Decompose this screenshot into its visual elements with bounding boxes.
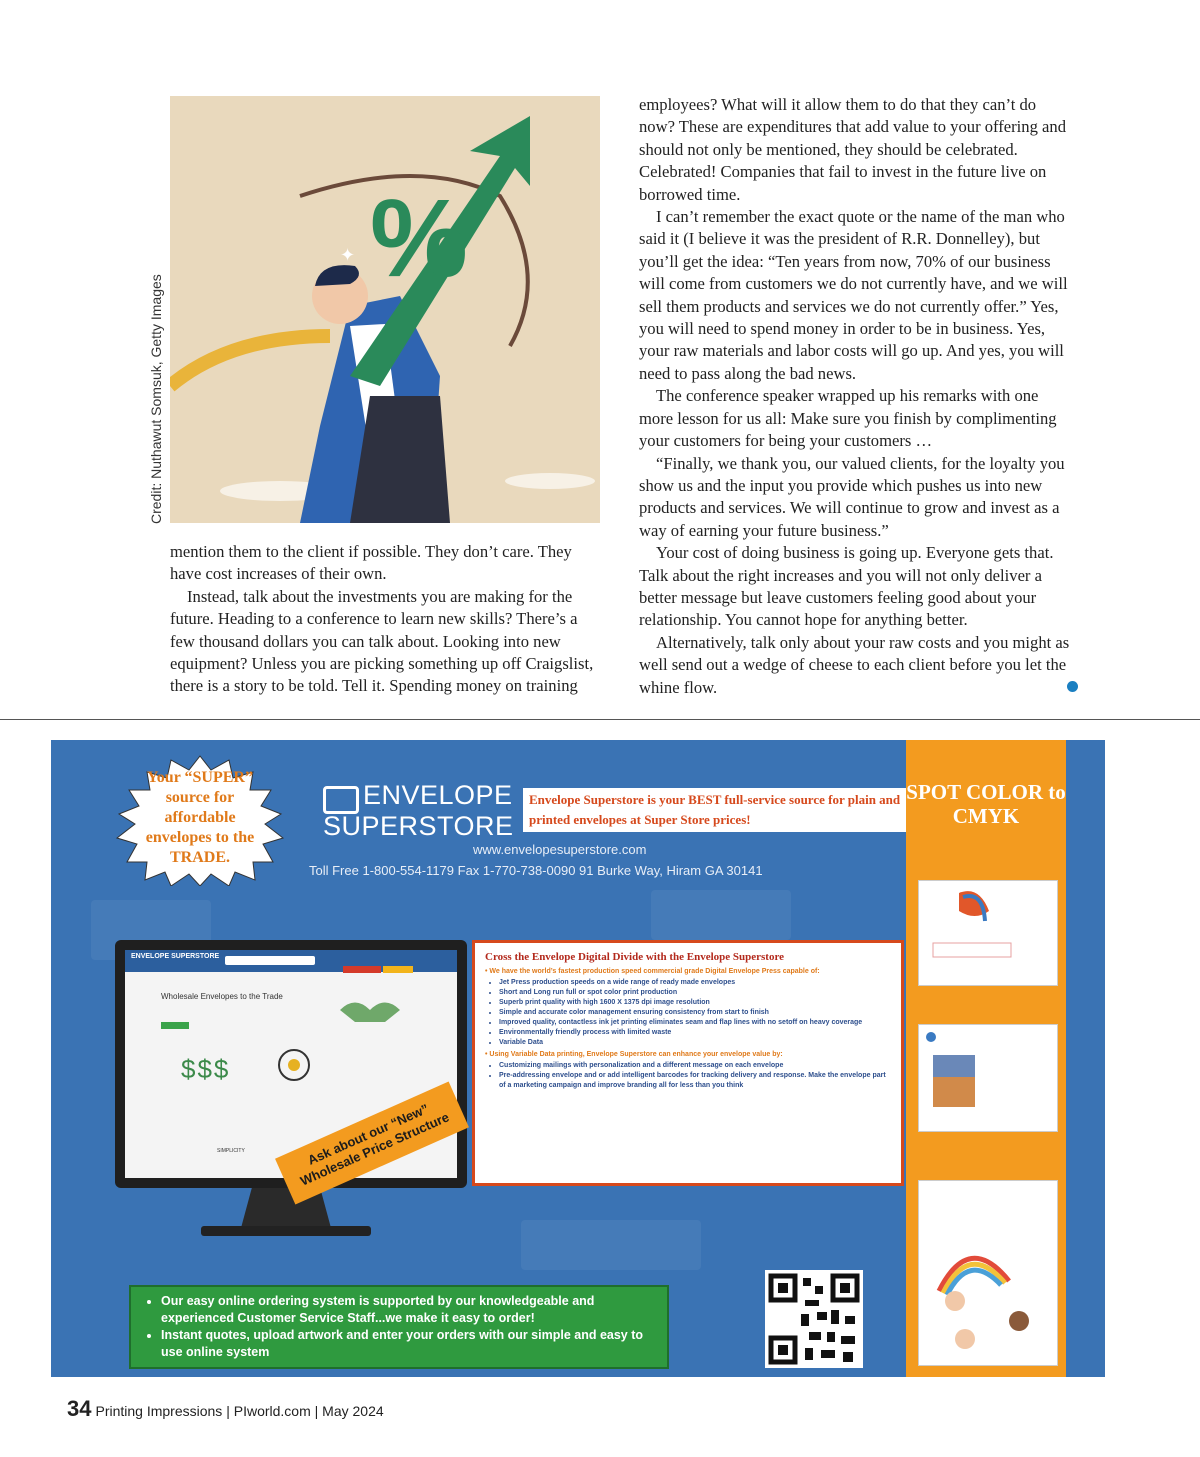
- screen-logo: ENVELOPE SUPERSTORE: [131, 953, 220, 960]
- panel-bullet-list-2: [499, 1061, 891, 1091]
- paragraph: I can’t remember the exact quote or the name of the man who said it (I believe it was the president of R.R. Donnelley), but you’ll get the idea: “Ten years from now, 70% of our business will come from customers we do not currently have, and we will sell them products and services we do not currently offer.” Yes, you will need to spend money in order to be in business. Yes, your raw materials and labor costs will go up. And yes, you will need to pass along the bad news.: [639, 207, 1068, 383]
- article-illustration: [170, 96, 600, 523]
- envelope-superstore-ad: [51, 740, 1105, 1377]
- page-footer: [67, 1396, 384, 1422]
- ad-website: www.envelopesuperstore.com: [473, 842, 647, 857]
- envelope-sample: [918, 880, 1058, 986]
- paragraph: The conference speaker wrapped up his remarks with one more lesson for us all: Make sure you finish by complimenting your customers for being your customers …: [639, 386, 1057, 451]
- end-of-article-dot-icon: [1067, 681, 1078, 692]
- paragraph: Instead, talk about the investments you are making for the future. Heading to a conference to learn new skills? There’s a few thousand dollars you can talk about. Looking into new equipment? Unless you are picking something up off Craigslist, there is a story to be told. Tell it. Spending money on training: [170, 586, 594, 696]
- envelope-sample: [918, 1024, 1058, 1132]
- list-item: • Jet Press production speeds on a wide range of ready made envelopes: [499, 978, 891, 988]
- list-item: • Variable Data: [499, 1038, 891, 1048]
- paragraph: Your cost of doing business is going up. Everyone gets that. Talk about the right increases and you will not only deliver a better message but leave customers feeling good about your relationship. You cannot hope for anything better.: [639, 543, 1054, 630]
- paragraph: employees? What will it allow them to do that they can’t do now? These are expenditures that add value to your offering and should not only be mentioned, they should be celebrated. Celebrated! Companies that fail to invest in the future live on borrowed time.: [639, 95, 1066, 204]
- list-item: • Improved quality, contactless ink jet printing eliminates seam and flap lines with no setoff on heavy coverage: [499, 1018, 891, 1028]
- list-item: • Our easy online ordering system is supported by our knowledgeable and experienced Customer Service Staff...we make it easy to order!: [161, 1293, 655, 1327]
- target-icon: [277, 1048, 311, 1082]
- paragraph: Alternatively, talk only about your raw costs and you might as well send out a wedge of cheese to each client before you let the whine flow.: [639, 632, 1070, 697]
- list-item: • Instant quotes, upload artwork and enter your orders with our simple and easy to use online system: [161, 1327, 655, 1361]
- list-item: • Environmentally friendly process with limited waste: [499, 1028, 891, 1038]
- archer-illustration: [170, 96, 600, 523]
- qr-code[interactable]: [765, 1270, 863, 1368]
- monitor-base: [201, 1226, 371, 1236]
- list-item: • Superb print quality with high 1600 X 1375 dpi image resolution: [499, 998, 891, 1008]
- handshake-icon: [335, 990, 405, 1030]
- panel-intro: • We have the world’s fastest production speed commercial grade Digital Envelope Press capable of:: [485, 968, 820, 975]
- envelope-icon: [323, 786, 359, 814]
- envelope-sample: [918, 1180, 1058, 1366]
- logo-line1: ENVELOPE: [363, 780, 513, 810]
- digital-divide-panel: [472, 940, 904, 1186]
- ad-contact-info: Toll Free 1-800-554-1179 Fax 1-770-738-0090 91 Burke Way, Hiram GA 30141: [309, 863, 763, 878]
- starburst-badge: [107, 754, 293, 886]
- list-item: • Pre-addressing envelope and or add intelligent barcodes for tracking delivery and response. Make the envelope part of a marketing campaign and improve branding all for less than you think: [499, 1071, 891, 1091]
- starburst-text: Your “SUPER” source for affordable envelopes to the TRADE.: [145, 769, 255, 866]
- spot-color-sidebar: [906, 740, 1066, 1377]
- photo-credit: Credit: Nuthawut Somsuk, Getty Images: [148, 274, 164, 524]
- percent-symbol: %: [370, 177, 468, 300]
- screen-title: Wholesale Envelopes to the Trade: [161, 992, 283, 1001]
- article-left-column: [170, 541, 600, 698]
- envelope-superstore-logo: [323, 780, 523, 842]
- article-right-column: [639, 94, 1071, 699]
- svg-text:✦: ✦: [340, 245, 356, 266]
- paragraph: “Finally, we thank you, our valued clients, for the loyalty you show us and the input you provide which pushes us into new products and services. We will continue to grow and invest as a way of earning your future business.”: [639, 453, 1065, 540]
- list-item: • Simple and accurate color management ensuring consistency from start to finish: [499, 1008, 891, 1018]
- logo-line2: SUPERSTORE: [323, 811, 514, 841]
- panel-intro-2: • Using Variable Data printing, Envelope Superstore can enhance your envelope value by:: [485, 1051, 783, 1058]
- panel-bullet-list: [499, 978, 891, 1048]
- price-structure-ribbon: Ask about our “New” Wholesale Price Structure: [275, 1082, 469, 1205]
- panel-title: Cross the Envelope Digital Divide with the Envelope Superstore: [485, 951, 785, 963]
- paragraph: mention them to the client if possible. They don’t care. They have cost increases of their own.: [170, 542, 572, 584]
- dollar-signs-graphic: $$$: [181, 1054, 231, 1084]
- page-number: 34: [67, 1396, 92, 1421]
- screen-simplicity-label: SIMPLICITY: [217, 1148, 245, 1154]
- sidebar-title: SPOT COLOR to CMYK: [906, 780, 1066, 828]
- divider-line: [0, 719, 1200, 720]
- publication-info: Printing Impressions | PIworld.com | May 2024: [95, 1403, 384, 1419]
- ordering-info-box: [129, 1285, 669, 1369]
- list-item: • Short and Long run full or spot color print production: [499, 988, 891, 998]
- list-item: • Customizing mailings with personalization and a different message on each envelope: [499, 1061, 891, 1071]
- ad-tagline: Envelope Superstore is your BEST full-service source for plain and printed envelopes at Super Store prices!: [523, 788, 910, 832]
